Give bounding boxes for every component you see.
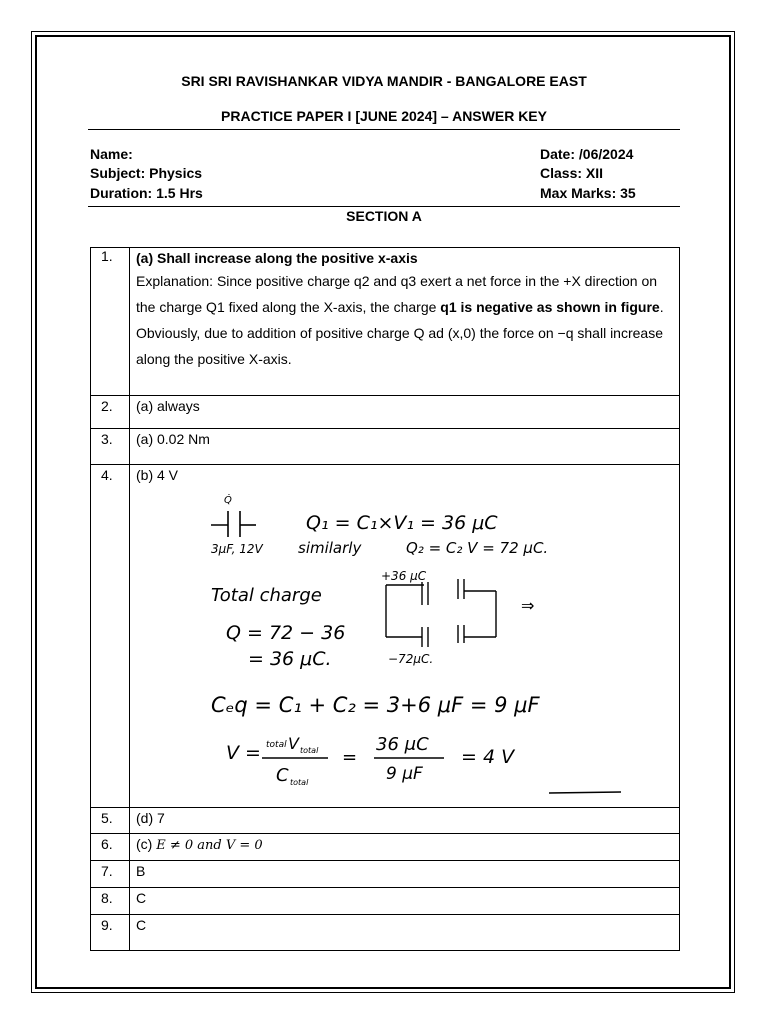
duration-label: Duration: 1.5 Hrs (90, 185, 203, 201)
arrow-icon: ⇒ (521, 596, 535, 615)
total-charge-label: Total charge (211, 585, 322, 606)
table-row (91, 465, 680, 808)
v-label: V = (226, 742, 261, 764)
v-denominator: C (276, 765, 289, 786)
section-title: SECTION A (346, 208, 422, 224)
table-row (91, 915, 680, 951)
answer-cell (130, 834, 680, 861)
answer-cell (130, 248, 680, 396)
minus72-label: −72μC. (388, 652, 434, 666)
table-row (91, 834, 680, 861)
q-result: = 36 μC. (248, 648, 332, 670)
subject-label: Subject: Physics (90, 165, 203, 181)
fraction-numerator: 36 μC (376, 734, 429, 755)
answer-text: B (130, 861, 680, 888)
answer-text: (a) always (130, 396, 680, 429)
question-number: 3. (91, 429, 130, 465)
paper-title: PRACTICE PAPER I [JUNE 2024] – ANSWER KEY (221, 108, 547, 124)
circuit-sketch (386, 579, 496, 647)
explanation-line: Obviously, due to addition of positive charge Q ad (x,0) the force on −q shall increase (136, 325, 663, 341)
handwritten-working (196, 487, 646, 802)
answer-text: (d) 7 (130, 808, 680, 834)
answer-table (90, 247, 680, 951)
answer-text: C (130, 915, 680, 951)
table-row (91, 248, 680, 396)
meta-divider (88, 206, 680, 207)
question-number: 2. (91, 396, 130, 429)
answer-prefix: (c) (136, 836, 157, 852)
q2-equation: Q₂ = C₂ V = 72 μC. (406, 539, 549, 557)
capacitor-rating: 3μF, 12V (211, 542, 263, 556)
table-row (91, 808, 680, 834)
similarly-text: similarly (298, 539, 362, 557)
q-difference: Q = 72 − 36 (226, 622, 346, 644)
equals-sign: = (342, 747, 358, 768)
date-label: Date: /06/2024 (540, 146, 634, 162)
question-number: 1. (91, 248, 130, 396)
table-row (91, 888, 680, 915)
v-numerator: V (288, 734, 299, 753)
question-number: 4. (91, 465, 130, 808)
explanation-line: along the positive X-axis. (136, 351, 292, 367)
answer-text: C (130, 888, 680, 915)
v-numerator-sub: total (300, 746, 319, 755)
name-label: Name: (90, 146, 133, 162)
answer-math: E ≠ 0 and V = 0 (156, 838, 263, 853)
question-number: 7. (91, 861, 130, 888)
fraction-denominator: 9 μF (386, 764, 423, 784)
school-name: SRI SRI RAVISHANKAR VIDYA MANDIR - BANGALORE EAST (181, 73, 587, 89)
max-marks-label: Max Marks: 35 (540, 185, 636, 201)
question-number: 5. (91, 808, 130, 834)
answer-text: (a) 0.02 Nm (130, 429, 680, 465)
capacitor-label: Q̇ (224, 495, 232, 506)
question-number: 9. (91, 915, 130, 951)
plus36-label: +36 μC (381, 569, 427, 583)
answer-cell (130, 465, 680, 808)
voltage-result: = 4 V (461, 746, 515, 768)
answer-text: (b) 4 V (136, 467, 179, 483)
v-numerator-small: total (266, 740, 287, 750)
class-label: Class: XII (540, 165, 604, 181)
v-denominator-sub: total (290, 778, 309, 787)
explanation-line: the charge Q1 fixed along the X-axis, the charge q1 is negative as shown in figure. (136, 299, 664, 315)
question-number: 8. (91, 888, 130, 915)
ceq-equation: Cₑq = C₁ + C₂ = 3+6 μF = 9 μF (211, 693, 540, 717)
question-number: 6. (91, 834, 130, 861)
table-row (91, 861, 680, 888)
title-divider (88, 129, 680, 130)
q1-equation: Q₁ = C₁×V₁ = 36 μC (306, 512, 498, 534)
table-row (91, 429, 680, 465)
underline-stroke (549, 792, 621, 793)
answer-text: (a) Shall increase along the positive x-axis (136, 250, 418, 266)
explanation-line: Explanation: Since positive charge q2 and q3 exert a net force in the +X direction on (136, 273, 658, 289)
table-row (91, 396, 680, 429)
capacitor-symbol (211, 511, 256, 537)
